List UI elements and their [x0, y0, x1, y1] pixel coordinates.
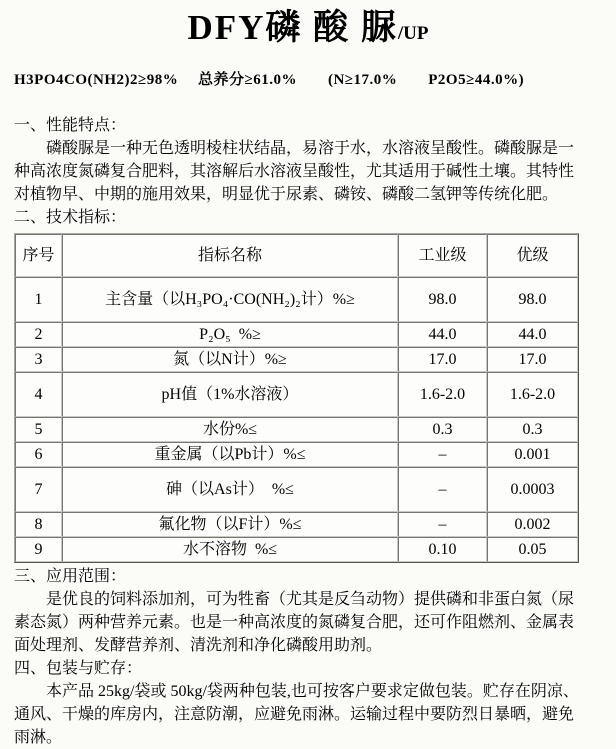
table-row [15, 467, 578, 512]
table-row [15, 442, 578, 467]
table-row [15, 277, 578, 322]
row-serial-number: 7 [15, 467, 62, 512]
row-serial-number: 2 [15, 322, 62, 347]
row-industrial-grade-value: 44.0 [398, 322, 487, 347]
row-premium-grade-value: 0.001 [487, 442, 578, 467]
row-indicator-name: 主含量（以H₃PO₄·CO(NH₂)₂计）%≥ [62, 277, 398, 322]
section-heading-packaging-storage: 四、包装与贮存： [14, 660, 143, 677]
row-serial-number: 6 [15, 442, 62, 467]
section-paragraph-performance: 磷酸脲是一种无色透明棱柱状结晶，易溶于水，水溶液呈酸性。磷酸脲是一种高浓度氮磷复合肥料，其溶解后水溶液呈酸性，尤其适用于碱性土壤。其特性对植物早、中期的施用效果，明显优于尿素、磷铵、磷酸二氢钾等传统化肥。 [14, 140, 575, 203]
row-premium-grade-value: 98.0 [487, 277, 578, 322]
row-serial-number: 9 [15, 537, 62, 562]
row-indicator-name: 重金属（以Pb计）%≤ [62, 442, 398, 467]
row-serial-number: 5 [15, 417, 62, 442]
table-header-row [15, 234, 578, 277]
row-industrial-grade-value: 17.0 [398, 347, 487, 372]
document-body [14, 114, 580, 749]
title-suffix: /UP [397, 23, 429, 44]
row-industrial-grade-value: – [398, 512, 487, 537]
row-indicator-name: P₂O₅ %≥ [62, 322, 398, 347]
row-serial-number: 1 [15, 277, 62, 322]
row-premium-grade-value: 17.0 [487, 347, 578, 372]
page-title [14, 6, 602, 56]
section-paragraph-application: 是优良的饲料添加剂，可为牲畜（尤其是反刍动物）提供磷和非蛋白氮（尿素态氮）两种营养元素。也是一种高浓度的氮磷复合肥，还可作阻燃剂、金属表面处理剂、发酵营养剂、清洗剂和净化磷酸用助剂。 [14, 591, 575, 654]
row-serial-number: 8 [15, 512, 62, 537]
row-serial-number: 3 [15, 347, 62, 372]
formula-line: H3PO4CO(NH2)2≥98% 总养分≥61.0% (N≥17.0% P2O5≥44.0%) [14, 72, 525, 88]
row-indicator-name: 砷（以As计） %≤ [62, 467, 398, 512]
title-main: DFY磷 酸 脲 [187, 8, 398, 47]
row-premium-grade-value: 44.0 [487, 322, 578, 347]
col-header-premium-grade: 优级 [487, 234, 578, 277]
row-premium-grade-value: 0.05 [487, 537, 578, 562]
row-premium-grade-value: 0.0003 [487, 467, 578, 512]
row-industrial-grade-value: 0.3 [398, 417, 487, 442]
col-header-indicator-name: 指标名称 [62, 234, 398, 277]
row-indicator-name: 氮（以N计）%≥ [62, 347, 398, 372]
row-indicator-name: 氟化物（以F计）%≤ [62, 512, 398, 537]
spec-table-body [15, 277, 578, 562]
row-serial-number: 4 [15, 372, 62, 417]
table-row [15, 372, 578, 417]
table-row [15, 347, 578, 372]
table-row [15, 417, 578, 442]
section-heading-application: 三、应用范围： [14, 568, 127, 585]
row-indicator-name: pH值（1%水溶液） [62, 372, 398, 417]
spec-table [14, 233, 579, 563]
section-heading-performance: 一、性能特点： [14, 117, 127, 134]
row-industrial-grade-value: 98.0 [398, 277, 487, 322]
section-heading-technical-indicators: 二、技术指标： [14, 209, 127, 226]
col-header-industrial-grade: 工业级 [398, 234, 487, 277]
row-industrial-grade-value: 0.10 [398, 537, 487, 562]
row-premium-grade-value: 1.6-2.0 [487, 372, 578, 417]
row-premium-grade-value: 0.002 [487, 512, 578, 537]
table-row [15, 322, 578, 347]
row-industrial-grade-value: 1.6-2.0 [398, 372, 487, 417]
row-industrial-grade-value: – [398, 442, 487, 467]
section-paragraph-packaging-storage: 本产品 25kg/袋或 50kg/袋两种包装,也可按客户要求定做包装。贮存在阴凉、通风、干燥的库房内，注意防潮，应避免雨淋。运输过程中要防烈日暴晒，避免雨淋。 [14, 683, 579, 746]
row-indicator-name: 水不溶物 %≤ [62, 537, 398, 562]
col-header-serial-number: 序号 [15, 234, 62, 277]
table-row [15, 537, 578, 562]
row-industrial-grade-value: – [398, 467, 487, 512]
row-indicator-name: 水份%≤ [62, 417, 398, 442]
table-row [15, 512, 578, 537]
row-premium-grade-value: 0.3 [487, 417, 578, 442]
